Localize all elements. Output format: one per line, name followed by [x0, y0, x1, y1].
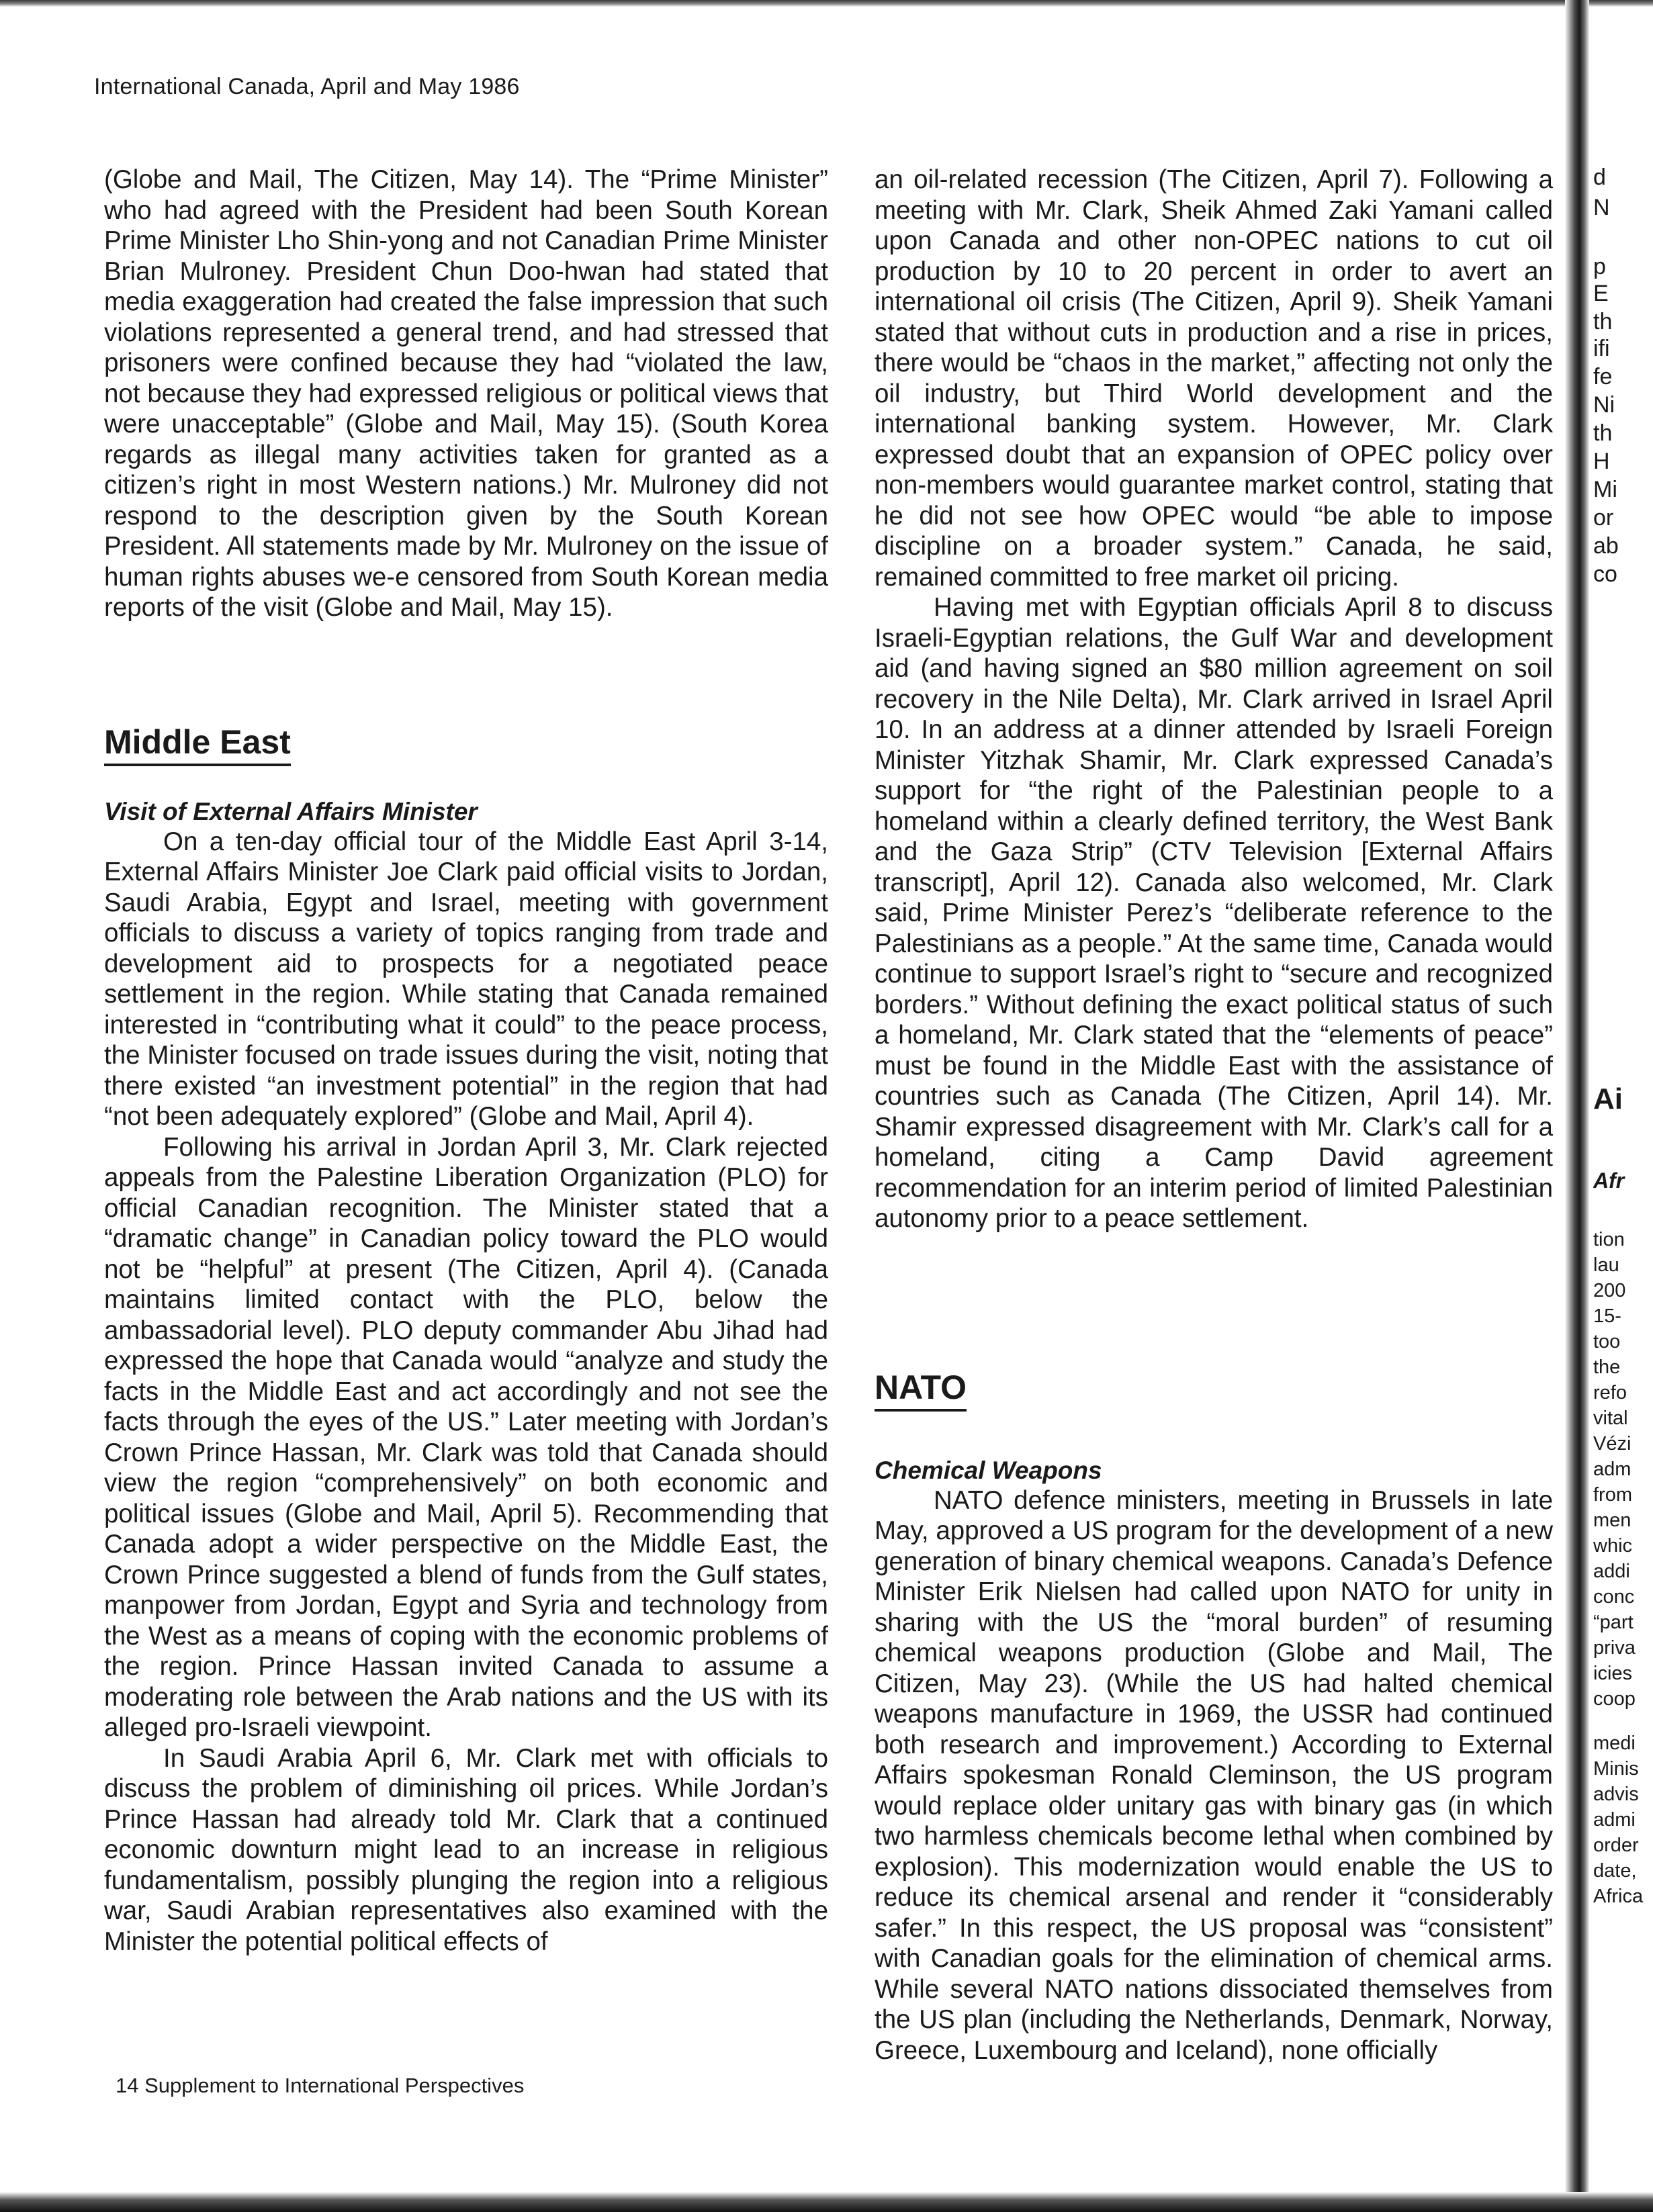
page-top-edge [0, 0, 1653, 7]
body-paragraph: Following his arrival in Jordan April 3, Mr. Clark rejected appeals from the Palestine Liberation Organization (PLO) for official Canadian recognition. The Minister stated that a “dramatic change” in Canadian policy toward the PLO would not be “helpful” at present (The Citizen, April 4). (Canada maintains limited contact with the PLO, below the ambassadorial level). PLO deputy commander Abu Jihad had expressed the hope that Canada would “analyze and study the facts in the Middle East and act accordingly and not see the facts through the eyes of the US.” Later meeting with Jordan’s Crown Prince Hassan, Mr. Clark was told that Canada should view the region “comprehensively” on both economic and political issues (Globe and Mail, April 5). Recommending that Canada adopt a wider perspective on the Middle East, the Crown Prince suggested a blend of funds from the Gulf states, manpower from Jordan, Egypt and Syria and technology from the West as a means of coping with the economic problems of the region. Prince Hassan invited Canada to assume a moderating role between the Arab nations and the US with its alleged pro-Israeli viewpoint. [104, 1132, 828, 1742]
adjacent-fragment: 200 [1593, 1280, 1626, 1301]
subheading-visit-external-affairs: Visit of External Affairs Minister [104, 797, 478, 825]
section-heading-middle-east: Middle East [104, 722, 291, 766]
adjacent-fragment: lau [1593, 1254, 1619, 1276]
adjacent-fragment: coop [1593, 1688, 1636, 1710]
adjacent-fragment: E [1593, 281, 1609, 306]
adjacent-fragment: Africa [1593, 1886, 1644, 1907]
adjacent-fragment: whic [1593, 1535, 1633, 1557]
body-paragraph: NATO defence ministers, meeting in Brussels in late May, approved a US program for the development of a new generation of binary chemical weapons. Canada’s Defence Minister Erik Nielsen had called upon NATO for unity in sharing with the US the “moral burden” of resuming chemical weapons production (Globe and Mail, The Citizen, May 23). (While the US had halted chemical weapons manufacture in 1969, the USSR had continued both research and improvement.) According to External Affairs spokesman Ronald Cleminson, the US program would replace older unitary gas with binary gas (in which two harmless chemicals become lethal when combined by explosion). This modernization would enable the US to reduce its chemical arsenal and render it “considerably safer.” In this respect, the US proposal was “consistent” with Canadian goals for the elimination of chemical arms. While several NATO nations dissociated themselves from the US plan (including the Netherlands, Denmark, Norway, Greece, Luxembourg and Iceland), none officially [875, 1485, 1553, 2065]
body-paragraph: On a ten-day official tour of the Middle East April 3-14, External Affairs Minister Joe Clark paid official visits to Jordan, Saudi Arabia, Egypt and Israel, meeting with government officials to discuss a variety of topics ranging from trade and development aid to prospects for a negotiated peace settlement in the region. While stating that Canada remained interested in “contributing what it could” to the peace process, the Minister focused on trade issues during the visit, noting that there existed “an investment potential” in the region that had “not been adequately explored” (Globe and Mail, April 4). [104, 827, 828, 1131]
running-head: International Canada, April and May 1986 [94, 74, 520, 99]
section-heading-nato: NATO [875, 1367, 967, 1412]
right-column [875, 165, 1553, 2066]
body-paragraph: Having met with Egyptian officials April 8 to discuss Israeli-Egyptian relations, the Gulf War and development aid (and having signed an $80 million agreement on soil recovery in the Nile Delta), Mr. Clark arrived in Israel April 10. In an address at a dinner attended by Israeli Foreign Minister Yitzhak Shamir, Mr. Clark expressed Canada’s support for “the right of the Palestinian people to a homeland within a clearly defined territory, the West Bank and the Gaza Strip” (CTV Television [External Affairs transcript], April 12). Canada also welcomed, Mr. Clark said, Prime Minister Perez’s “deliberate reference to the Palestinians as a people.” At the same time, Canada would continue to support Israel’s right to “secure and recognized borders.” Without defining the exact political status of such a homeland, Mr. Clark stated that the “elements of peace” must be found in the Middle East with the assistance of countries such as Canada (The Citizen, April 14). Mr. Shamir expressed disagreement with Mr. Clark’s call for a homeland, citing a Camp David agreement recommendation for an interim period of limited Palestinian autonomy prior to a peace settlement. [875, 593, 1553, 1233]
adjacent-fragment: Minis [1593, 1758, 1639, 1780]
adjacent-fragment: conc [1593, 1586, 1635, 1608]
adjacent-fragment: vital [1593, 1408, 1628, 1429]
adjacent-fragment: the [1593, 1356, 1621, 1378]
binding-gutter-shadow [1565, 0, 1589, 2212]
left-column [104, 165, 828, 1957]
adjacent-fragment: admi [1593, 1809, 1636, 1831]
adjacent-fragment: 15- [1593, 1305, 1621, 1327]
adjacent-fragment: priva [1593, 1637, 1636, 1659]
adjacent-fragment: H [1593, 449, 1610, 474]
adjacent-fragment: advis [1593, 1784, 1639, 1805]
adjacent-fragment: adm [1593, 1459, 1632, 1480]
adjacent-fragment: tion [1593, 1229, 1625, 1250]
adjacent-fragment: from [1593, 1484, 1632, 1506]
adjacent-fragment: order [1593, 1835, 1639, 1856]
adjacent-fragment: Vézi [1593, 1433, 1632, 1455]
adjacent-fragment: N [1593, 195, 1610, 220]
adjacent-fragment: Ni [1593, 392, 1615, 418]
adjacent-page-strip [1593, 0, 1653, 2192]
body-paragraph: In Saudi Arabia April 6, Mr. Clark met with officials to discuss the problem of diminishing oil prices. While Jordan’s Prince Hassan had already told Mr. Clark that a continued economic downturn might lead to an increase in religious fundamentalism, possibly plunging the region into a religious war, Saudi Arabian representatives also examined with the Minister the potential political effects of [104, 1743, 828, 1956]
adjacent-fragment: addi [1593, 1561, 1630, 1582]
page-bottom-edge [0, 2192, 1653, 2212]
adjacent-fragment: or [1593, 505, 1614, 531]
body-paragraph: an oil-related recession (The Citizen, April 7). Following a meeting with Mr. Clark, Sheik Ahmed Zaki Yamani called upon Canada and other non-OPEC nations to cut oil production by 10 to 20 percent in order to avert an international oil crisis (The Citizen, April 9). Sheik Yamani stated that without cuts in production and a rise in prices, there would be “chaos in the market,” affecting not only the oil industry, but Third World development and the international banking system. However, Mr. Clark expressed doubt that an expansion of OPEC policy over non-members would guarantee market control, stating that he did not see how OPEC would “be able to impose discipline on a broader system.” Canada, he said, remained committed to free market oil pricing. [875, 165, 1553, 592]
adjacent-fragment: d [1593, 165, 1606, 190]
subheading-chemical-weapons: Chemical Weapons [875, 1456, 1102, 1484]
adjacent-fragment: th [1593, 420, 1613, 446]
adjacent-fragment: “part [1593, 1612, 1634, 1633]
adjacent-fragment: ifi [1593, 336, 1610, 361]
adjacent-fragment: refo [1593, 1382, 1627, 1403]
adjacent-heading-fragment: Ai [1593, 1082, 1623, 1115]
adjacent-fragment: medi [1593, 1733, 1636, 1754]
adjacent-fragment: too [1593, 1331, 1621, 1352]
adjacent-fragment: th [1593, 309, 1613, 334]
adjacent-fragment: co [1593, 561, 1617, 587]
intro-paragraph: (Globe and Mail, The Citizen, May 14). The “Prime Minister” who had agreed with the President had been South Korean Prime Minister Lho Shin-yong and not Canadian Prime Minister Brian Mulroney. President Chun Doo-hwan had stated that media exaggeration had created the false impression that such violations represented a general trend, and had stressed that prisoners were confined because they had “violated the law, not because they had expressed religious or political views that were unacceptable” (Globe and Mail, May 15). (South Korea regards as illegal many activities taken for granted as a citizen’s right in most Western nations.) Mr. Mulroney did not respond to the description given by the South Korean President. All statements made by Mr. Mulroney on the issue of human rights abuses we-e censored from South Korean media reports of the visit (Globe and Mail, May 15). [104, 165, 828, 622]
adjacent-fragment: fe [1593, 364, 1613, 389]
adjacent-fragment: icies [1593, 1663, 1633, 1684]
adjacent-fragment: date, [1593, 1860, 1637, 1882]
adjacent-fragment: Mi [1593, 477, 1617, 502]
page-footer: 14 Supplement to International Perspectives [116, 2074, 525, 2097]
adjacent-fragment: p [1593, 254, 1606, 279]
adjacent-fragment: ab [1593, 533, 1619, 559]
adjacent-subheading-fragment: Afr [1593, 1168, 1625, 1193]
adjacent-fragment: men [1593, 1510, 1632, 1531]
